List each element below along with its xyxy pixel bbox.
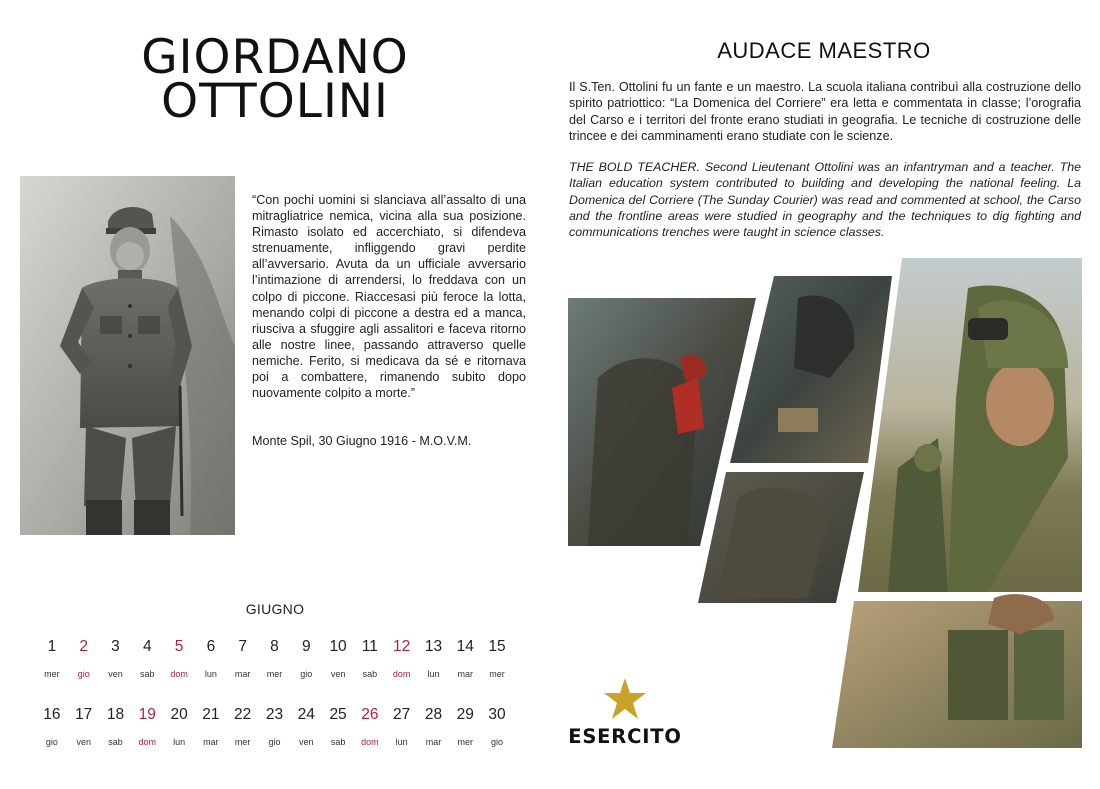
day-number: 25 (329, 706, 347, 723)
calendar-day (36, 706, 68, 747)
day-of-week: lun (204, 669, 217, 679)
calendar-day (290, 706, 322, 747)
citation-signature: Monte Spil, 30 Giugno 1916 - M.O.V.M. (252, 434, 472, 448)
day-of-week: ven (108, 669, 123, 679)
day-of-week: ven (299, 737, 314, 747)
day-number: 5 (174, 638, 184, 655)
logo-text: ESERCITO (568, 725, 682, 748)
day-of-week: mar (425, 737, 442, 747)
calendar-day (195, 706, 227, 747)
day-number: 12 (393, 638, 411, 655)
person-name-title (100, 30, 450, 129)
day-number: 17 (75, 706, 93, 723)
calendar-day (131, 706, 163, 747)
calendar-day (481, 706, 513, 747)
star-icon (603, 678, 647, 720)
day-number: 14 (456, 638, 474, 655)
day-number: 9 (301, 638, 311, 655)
day-number: 22 (234, 706, 252, 723)
day-number: 16 (43, 706, 61, 723)
day-number: 6 (206, 638, 216, 655)
day-number: 27 (393, 706, 411, 723)
english-paragraph: THE BOLD TEACHER. Second Lieutenant Ottolini was an infantryman and a teacher. The Italian education system contributed to building and developing the national feeling. La Domenica del Corriere (The Sunday Courier) was read and commented at school, the Carso and the frontline areas were studied in geography and the techniques to dig fighting and communications trenches were taught in science classes. (569, 160, 1081, 240)
calendar-day (68, 706, 100, 747)
day-of-week: mer (266, 669, 283, 679)
calendar-day (131, 638, 163, 679)
day-of-week: sab (140, 669, 155, 679)
day-of-week: gio (77, 669, 90, 679)
day-number: 13 (424, 638, 443, 655)
calendar-day (322, 706, 354, 747)
day-of-week: ven (330, 669, 346, 679)
day-of-week: sab (330, 737, 346, 747)
day-of-week: mar (457, 669, 473, 679)
calendar-day (259, 638, 291, 679)
day-of-week: mer (489, 669, 505, 679)
calendar-day (481, 638, 513, 679)
calendar-day (259, 706, 291, 747)
day-of-week: ven (76, 737, 91, 747)
day-number: 7 (238, 638, 247, 655)
calendar-day (290, 638, 322, 679)
calendar-month: GIUGNO (245, 601, 305, 617)
calendar-day (195, 638, 227, 679)
calendar-day (449, 638, 481, 679)
day-number: 8 (270, 638, 279, 655)
calendar-day (418, 706, 450, 747)
photo-collage (568, 258, 1082, 748)
portrait-photo (20, 176, 235, 535)
calendar-day (418, 638, 450, 679)
day-number: 2 (79, 638, 88, 655)
day-number: 15 (488, 638, 506, 655)
day-of-week: dom (392, 669, 411, 679)
calendar-day (68, 638, 100, 679)
day-of-week: gio (300, 669, 313, 679)
calendar-day (100, 706, 132, 747)
day-number: 18 (106, 706, 125, 723)
calendar-day (227, 706, 259, 747)
day-number: 11 (361, 638, 378, 655)
day-of-week: dom (170, 669, 188, 679)
calendar-day (386, 706, 418, 747)
calendar-row-2 (36, 706, 513, 747)
day-of-week: mar (234, 669, 251, 679)
calendar-day (322, 638, 354, 679)
day-of-week: mar (203, 737, 219, 747)
day-of-week: mer (234, 737, 251, 747)
day-number: 21 (202, 706, 220, 723)
section-title: AUDACE MAESTRO (717, 38, 931, 63)
day-number: 26 (361, 706, 379, 723)
day-number: 30 (488, 706, 506, 723)
day-number: 1 (47, 638, 57, 655)
day-number: 29 (456, 706, 474, 723)
day-number: 20 (170, 706, 188, 723)
day-of-week: mer (44, 669, 60, 679)
day-of-week: gio (45, 737, 58, 747)
day-of-week: gio (268, 737, 281, 747)
calendar-day (163, 638, 195, 679)
day-number: 3 (111, 638, 120, 655)
day-of-week: lun (395, 737, 408, 747)
calendar-day (386, 638, 418, 679)
title-last-name: OTTOLINI (161, 74, 389, 129)
calendar-day (36, 638, 68, 679)
calendar-day (354, 706, 386, 747)
day-number: 28 (424, 706, 443, 723)
day-of-week: dom (361, 737, 379, 747)
calendar-row-1 (36, 638, 513, 679)
day-of-week: dom (138, 737, 157, 747)
calendar-day (227, 638, 259, 679)
citation-quote: “Con pochi uomini si slanciava all’assalto di una mitragliatrice nemica, vicina alla sua posizione. Rimasto isolato ed accerchiato, si difendeva strenuamente, infliggendo gravi perdite all’avversario. Avuta da un ufficiale avversario l’intimazione di arrendersi, lo freddava con un colpo di piccone. Riaccesasi più feroce la lotta, menando colpi di piccone a destra ed a manca, riusciva a sfuggire agli assalitori e faceva ritorno alle nostre linee, passando attraverso quelle nemiche. Ferito, si medicava da sé e ritornava poi a combattere, rimanendo subito dopo nuovamente colpito a morte.” (252, 193, 526, 401)
day-of-week: sab (108, 737, 123, 747)
day-of-week: sab (362, 669, 378, 679)
day-of-week: gio (491, 737, 504, 747)
day-of-week: lun (427, 669, 440, 679)
day-number: 23 (265, 706, 284, 723)
day-number: 4 (142, 638, 152, 655)
day-number: 10 (329, 638, 347, 655)
day-number: 24 (297, 706, 315, 723)
italian-paragraph: Il S.Ten. Ottolini fu un fante e un maestro. La scuola italiana contribuì alla costruzione dello spirito patriottico: “La Domenica del Corriere” era letta e commentata in classe; l’orografia del Carso e i territori del fronte erano studiati in geografia. Le tecniche di costruzione delle trincee e dei camminamenti erano studiate con le scienze. (569, 80, 1081, 143)
calendar-day (449, 706, 481, 747)
calendar-day (354, 638, 386, 679)
day-of-week: mer (457, 737, 473, 747)
esercito-logo (566, 678, 684, 748)
day-number: 19 (138, 706, 156, 723)
calendar-day (100, 638, 132, 679)
calendar-day (163, 706, 195, 747)
day-of-week: lun (173, 737, 186, 747)
title-first-name: GIORDANO (141, 30, 409, 85)
